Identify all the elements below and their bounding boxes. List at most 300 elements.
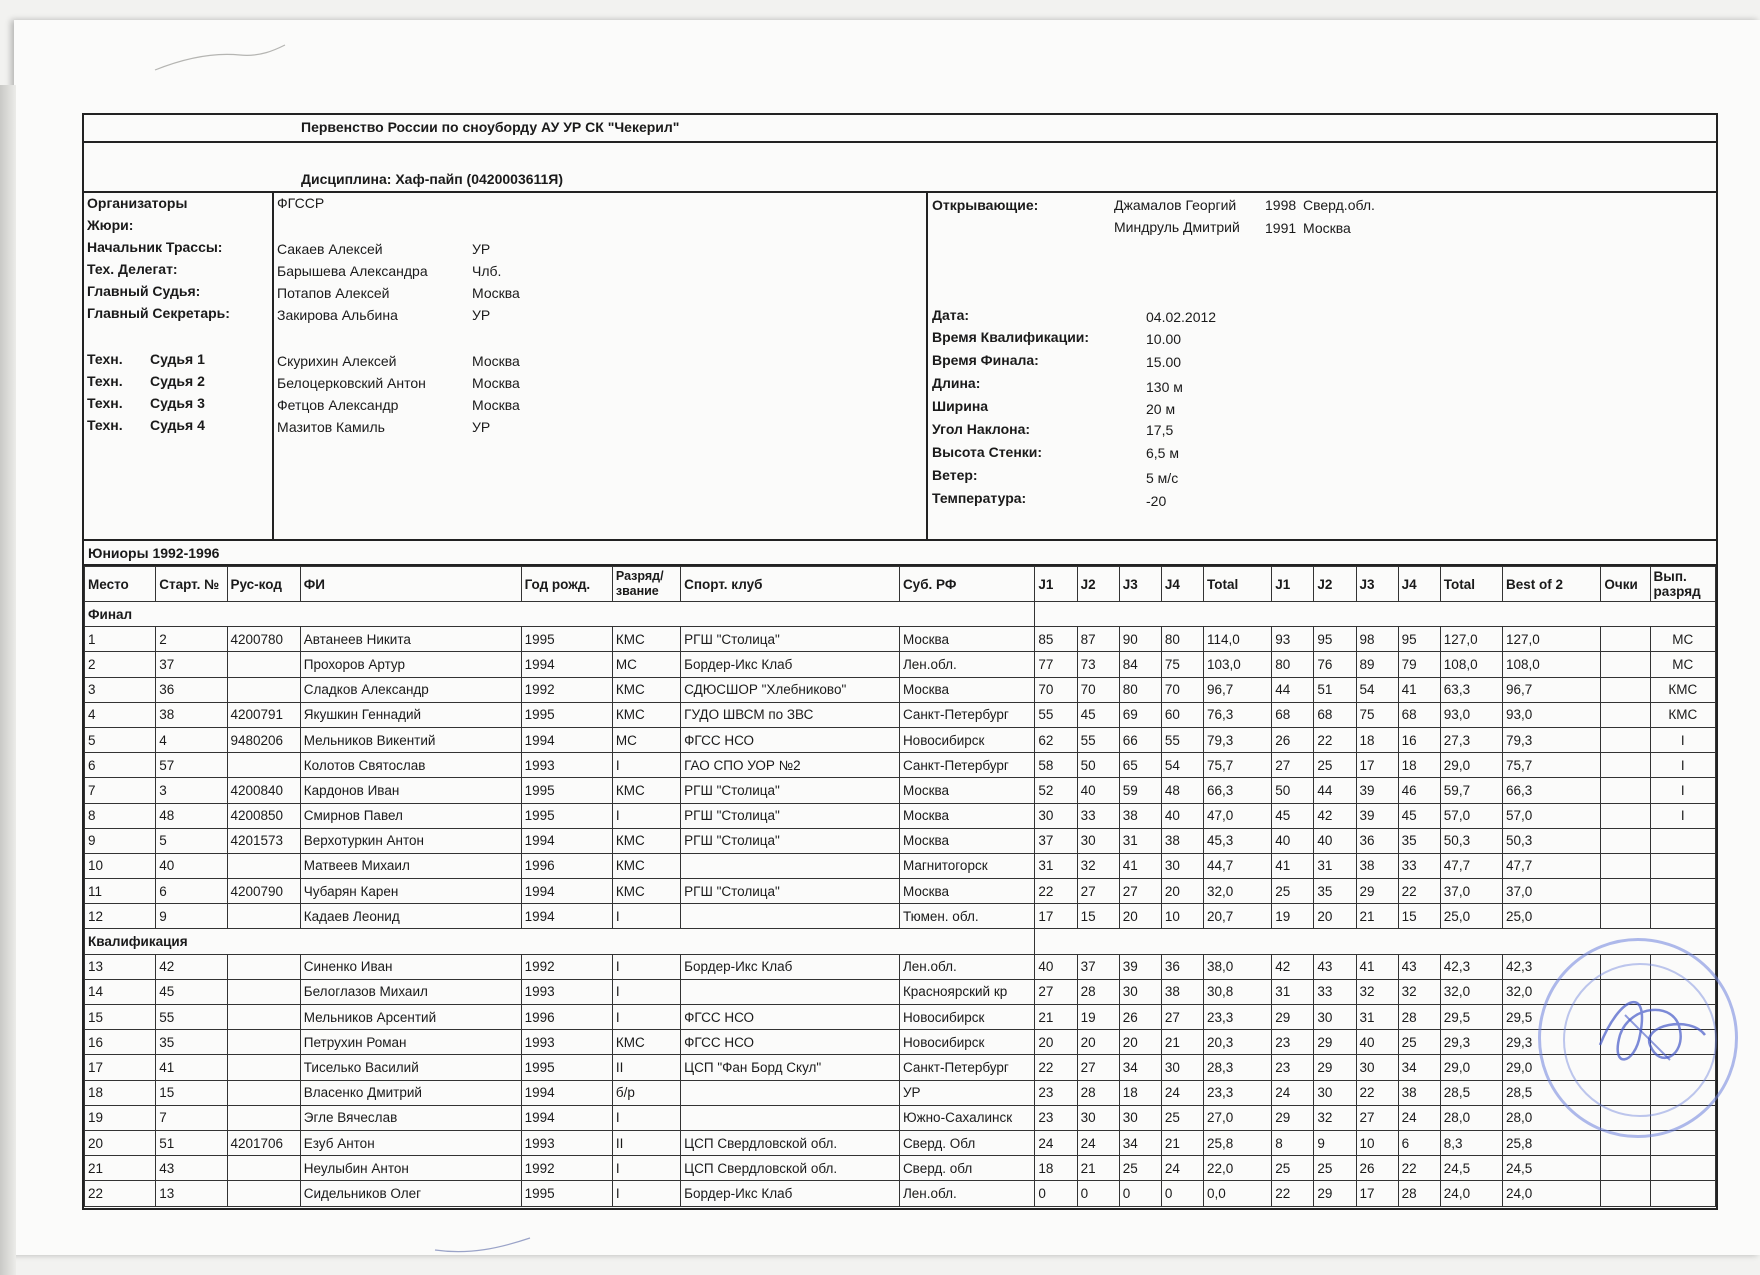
table-cell [1650,828,1715,853]
table-cell: 47,0 [1203,803,1271,828]
table-cell: 59,7 [1440,778,1502,803]
table-row [85,652,1716,677]
condition-label: Дата: [932,307,970,323]
table-cell: 29 [1314,1055,1356,1080]
table-cell: 25,8 [1503,1130,1601,1155]
table-cell: ГУДО ШВСМ по ЗВС [681,702,900,727]
opener-year: 1991 [1265,220,1297,236]
official-role: Организаторы [87,195,188,211]
table-cell: 1993 [521,1030,612,1055]
table-cell: 0 [1077,1181,1119,1206]
table-cell: 1996 [521,853,612,878]
table-cell: I [612,954,680,979]
table-cell: 24 [1077,1130,1119,1155]
table-cell: 70 [1077,677,1119,702]
table-cell [1601,627,1650,652]
table-cell: 1994 [521,879,612,904]
table-cell [681,853,900,878]
table-cell: 1994 [521,1080,612,1105]
table-cell: 41 [156,1055,227,1080]
table-cell: 50,3 [1440,828,1502,853]
table-cell: 41 [1119,853,1161,878]
table-cell: 11 [85,879,156,904]
table-cell [1650,853,1715,878]
table-cell: 28,3 [1203,1055,1271,1080]
official-name: Закирова Альбина [277,307,398,323]
section-title: Финал [85,602,1035,627]
table-cell: Москва [899,879,1034,904]
official-role: Главный Судья: [87,283,201,299]
table-cell: 34 [1119,1055,1161,1080]
table-cell: КМС [612,828,680,853]
table-cell: 23,3 [1203,1080,1271,1105]
table-cell: 30 [1356,1055,1398,1080]
table-cell: 29,5 [1440,1005,1502,1030]
judge-name: Скурихин Алексей [277,353,397,369]
table-cell: 1 [85,627,156,652]
table-cell: I [612,1156,680,1181]
table-cell: 25 [1119,1156,1161,1181]
column-header: Best of 2 [1503,567,1601,602]
column-header: Рус-код [227,567,300,602]
table-cell: 37,0 [1503,879,1601,904]
table-cell: 17 [1035,904,1077,929]
judge-label: Судья 1 [150,351,205,367]
table-cell: 24 [1272,1080,1314,1105]
table-cell: 1995 [521,1181,612,1206]
table-cell [227,1030,300,1055]
table-cell: Мельников Арсентий [300,1005,521,1030]
table-cell: 73 [1077,652,1119,677]
table-cell: 20 [1161,879,1203,904]
table-cell: РГШ "Столица" [681,627,900,652]
table-cell: Белоглазов Михаил [300,979,521,1004]
table-cell [681,1080,900,1105]
table-cell [1601,727,1650,752]
table-cell: 38 [1119,803,1161,828]
column-header: J4 [1398,567,1440,602]
table-cell: 39 [1356,803,1398,828]
table-cell: 32 [1314,1105,1356,1130]
table-cell: 24,0 [1440,1181,1502,1206]
table-cell: 25 [1161,1105,1203,1130]
table-cell: 57 [156,753,227,778]
table-cell: Бордер-Икс Клаб [681,652,900,677]
column-header: Total [1440,567,1502,602]
table-cell: 34 [1398,1055,1440,1080]
table-cell: 33 [1398,853,1440,878]
table-cell: 47,7 [1440,853,1502,878]
official-region: Москва [472,285,520,301]
table-cell: 25,0 [1440,904,1502,929]
table-cell: 20 [1119,904,1161,929]
table-cell: 84 [1119,652,1161,677]
results-body [85,602,1716,1207]
table-row [85,1181,1716,1206]
table-cell: УР [899,1080,1034,1105]
condition-label: Время Квалификации: [932,329,1090,345]
table-cell: 51 [156,1130,227,1155]
title-row [84,115,1716,143]
table-cell: 4201573 [227,828,300,853]
table-cell: 22 [1035,1055,1077,1080]
table-cell: 6 [1398,1130,1440,1155]
table-cell: I [612,904,680,929]
table-cell: 30 [1314,1005,1356,1030]
table-cell: 58 [1035,753,1077,778]
section-title: Квалификация [85,929,1035,954]
table-cell: 18 [85,1080,156,1105]
table-cell: 54 [1356,677,1398,702]
column-header: Очки [1601,567,1650,602]
table-cell: 66,3 [1503,778,1601,803]
age-group-label: Юниоры 1992-1996 [88,545,220,561]
table-cell: I [612,1105,680,1130]
condition-value: 17,5 [1146,422,1174,438]
table-cell [227,1181,300,1206]
table-cell: 7 [85,778,156,803]
condition-label: Длина: [932,375,981,391]
table-cell: 75,7 [1503,753,1601,778]
table-cell: 50 [1077,753,1119,778]
table-cell: 85 [1035,627,1077,652]
table-cell: 57,0 [1503,803,1601,828]
table-row [85,803,1716,828]
table-cell: Якушкин Геннадий [300,702,521,727]
table-cell: Петрухин Роман [300,1030,521,1055]
table-cell: 4 [156,727,227,752]
table-cell: 15 [1077,904,1119,929]
table-cell: ЦСП Свердловской обл. [681,1130,900,1155]
table-cell: 36 [156,677,227,702]
table-cell: 1995 [521,627,612,652]
table-cell: ЦСП "Фан Борд Скул" [681,1055,900,1080]
column-header: Место [85,567,156,602]
table-cell: Санкт-Петербург [899,753,1034,778]
table-cell: 24 [1398,1105,1440,1130]
table-cell: 26 [1119,1005,1161,1030]
table-cell: 28 [1077,979,1119,1004]
column-header: J2 [1314,567,1356,602]
table-cell: 93 [1272,627,1314,652]
table-cell: 8 [1272,1130,1314,1155]
table-cell: 95 [1398,627,1440,652]
table-cell: ЦСП Свердловской обл. [681,1156,900,1181]
table-cell: 2 [85,652,156,677]
table-cell: Кадаев Леонид [300,904,521,929]
judge-prefix: Техн. [87,351,123,367]
table-cell: 23 [1035,1105,1077,1130]
table-cell: 16 [85,1030,156,1055]
table-cell: 38 [156,702,227,727]
table-cell [227,853,300,878]
table-cell: 1994 [521,1105,612,1130]
table-cell: 32 [1077,853,1119,878]
judge-region: Москва [472,353,520,369]
table-cell [1601,778,1650,803]
official-name: Потапов Алексей [277,285,390,301]
table-cell: 32,0 [1503,979,1601,1004]
table-cell: 108,0 [1503,652,1601,677]
table-cell: 31 [1356,1005,1398,1030]
table-cell: 27 [1077,1055,1119,1080]
table-cell: 3 [156,778,227,803]
table-cell [1601,702,1650,727]
table-cell: 55 [1035,702,1077,727]
table-cell: КМС [1650,677,1715,702]
table-cell: 25 [1398,1030,1440,1055]
table-cell: 4 [85,702,156,727]
table-cell: 25 [1272,1156,1314,1181]
page-edge [0,85,16,1275]
table-cell: 30 [1077,1105,1119,1130]
table-cell: 0 [1161,1181,1203,1206]
protocol-document [82,113,1718,1210]
table-cell: 29,3 [1440,1030,1502,1055]
table-row [85,1080,1716,1105]
table-cell: 108,0 [1440,652,1502,677]
table-cell [681,979,900,1004]
table-cell [227,1156,300,1181]
judge-prefix: Техн. [87,395,123,411]
table-cell: 33 [1314,979,1356,1004]
table-cell: Неулыбин Антон [300,1156,521,1181]
table-cell: 32 [1398,979,1440,1004]
table-cell [227,652,300,677]
table-cell: 15 [1398,904,1440,929]
table-cell [1601,828,1650,853]
table-cell: II [612,1130,680,1155]
column-header: Спорт. клуб [681,567,900,602]
table-cell: Москва [899,677,1034,702]
table-cell: 4200791 [227,702,300,727]
table-cell: 63,3 [1440,677,1502,702]
table-cell: 38 [1356,853,1398,878]
column-header: Старт. № [156,567,227,602]
table-cell: 22 [1356,1080,1398,1105]
pen-mark [430,1230,540,1260]
table-cell: Эгле Вячеслав [300,1105,521,1130]
table-row [85,753,1716,778]
table-cell: 76 [1314,652,1356,677]
table-cell [1650,879,1715,904]
official-role: Начальник Трассы: [87,239,223,255]
table-cell: 79,3 [1203,727,1271,752]
condition-value: -20 [1146,493,1167,509]
condition-label: Угол Наклона: [932,421,1031,437]
table-cell: 30 [1035,803,1077,828]
table-cell: 38,0 [1203,954,1271,979]
table-row [85,727,1716,752]
table-cell: 1994 [521,652,612,677]
table-cell: 40 [1035,954,1077,979]
opener-region: Сверд.обл. [1303,197,1375,213]
table-cell: 90 [1119,627,1161,652]
condition-value: 10.00 [1146,331,1182,347]
table-cell: 12 [85,904,156,929]
table-cell [227,1055,300,1080]
column-header: J4 [1161,567,1203,602]
table-cell: 55 [156,1005,227,1030]
table-cell: I [1650,727,1715,752]
column-header: Вып. разряд [1650,567,1715,602]
table-row [85,1156,1716,1181]
table-cell: 5 [156,828,227,853]
table-cell: 15 [85,1005,156,1030]
table-cell: 21 [1077,1156,1119,1181]
table-cell: 114,0 [1203,627,1271,652]
table-cell: 25,0 [1503,904,1601,929]
table-cell: Тюмен. обл. [899,904,1034,929]
table-cell: 37,0 [1440,879,1502,904]
table-cell: 10 [1356,1130,1398,1155]
judge-label: Судья 2 [150,373,205,389]
judge-label: Судья 3 [150,395,205,411]
table-cell: 48 [1161,778,1203,803]
table-cell: 18 [1119,1080,1161,1105]
table-cell: 25,8 [1203,1130,1271,1155]
table-cell: 68 [1398,702,1440,727]
table-cell: 43 [1314,954,1356,979]
opener-year: 1998 [1265,197,1297,213]
table-cell: 29 [1272,1105,1314,1130]
table-cell: Новосибирск [899,1005,1034,1030]
column-header: J3 [1356,567,1398,602]
table-cell: 1993 [521,1130,612,1155]
table-cell: 93,0 [1440,702,1502,727]
table-cell [227,753,300,778]
table-row [85,1005,1716,1030]
table-cell: 24,5 [1503,1156,1601,1181]
table-cell [681,904,900,929]
table-cell: 29,0 [1440,753,1502,778]
table-cell: КМС [612,778,680,803]
table-cell [1601,1156,1650,1181]
table-cell: 22 [1272,1181,1314,1206]
table-cell: 28,5 [1440,1080,1502,1105]
table-cell: 89 [1356,652,1398,677]
table-cell: 16 [1398,727,1440,752]
table-cell: 20 [1077,1030,1119,1055]
table-cell: 33 [1077,803,1119,828]
pencil-mark [150,40,290,80]
table-cell: 76,3 [1203,702,1271,727]
table-cell: 38 [1161,979,1203,1004]
table-cell: I [1650,778,1715,803]
table-cell: 21 [1161,1030,1203,1055]
judge-prefix: Техн. [87,373,123,389]
table-cell: 62 [1035,727,1077,752]
table-cell: 1992 [521,1156,612,1181]
event-title: Первенство России по сноуборду АУ УР СК "Чекерил" [301,119,680,135]
table-cell: 1994 [521,904,612,929]
column-header: J1 [1272,567,1314,602]
table-cell: Новосибирск [899,1030,1034,1055]
table-cell: 1995 [521,778,612,803]
table-cell [1650,1156,1715,1181]
official-name: Сакаев Алексей [277,241,383,257]
table-cell: I [612,979,680,1004]
table-cell [1601,904,1650,929]
table-cell: I [1650,803,1715,828]
table-cell: Тиселько Василий [300,1055,521,1080]
divider [272,193,274,539]
table-cell: Лен.обл. [899,1181,1034,1206]
table-cell: 30 [1161,1055,1203,1080]
table-cell: 44,7 [1203,853,1271,878]
table-cell: 3 [85,677,156,702]
table-cell: 30 [1314,1080,1356,1105]
table-cell: 1994 [521,828,612,853]
table-cell: РГШ "Столица" [681,803,900,828]
table-cell: 21 [1161,1130,1203,1155]
age-group-row [84,541,1716,566]
table-cell: КМС [612,879,680,904]
table-cell: Лен.обл. [899,652,1034,677]
table-cell: 22 [1314,727,1356,752]
table-cell: 22,0 [1203,1156,1271,1181]
table-cell: 29,0 [1503,1055,1601,1080]
table-cell: 77 [1035,652,1077,677]
table-cell: КМС [612,702,680,727]
table-cell: Мельников Викентий [300,727,521,752]
table-cell: 24 [1035,1130,1077,1155]
table-cell: 25 [1314,1156,1356,1181]
official-region: УР [472,307,491,323]
table-cell: 98 [1356,627,1398,652]
table-cell: 32 [1356,979,1398,1004]
table-cell: Новосибирск [899,727,1034,752]
table-cell: 20 [1035,1030,1077,1055]
table-cell: 66 [1119,727,1161,752]
condition-value: 6,5 м [1146,445,1179,461]
table-cell: 127,0 [1440,627,1502,652]
table-row [85,1105,1716,1130]
table-cell: 20 [1314,904,1356,929]
table-cell: 40 [156,853,227,878]
table-cell: 43 [1398,954,1440,979]
table-cell: 22 [1035,879,1077,904]
official-name: Барышева Александра [277,263,428,279]
table-cell: 42 [1314,803,1356,828]
table-cell: СДЮСШОР "Хлебниково" [681,677,900,702]
judge-region: Москва [472,375,520,391]
table-cell: Москва [899,803,1034,828]
table-cell: 10 [1161,904,1203,929]
table-cell: КМС [612,1030,680,1055]
table-cell: 27 [1119,879,1161,904]
table-cell: 20 [85,1130,156,1155]
table-cell: 29 [1314,1030,1356,1055]
table-cell: Колотов Святослав [300,753,521,778]
table-cell: 38 [1161,828,1203,853]
table-cell: Кардонов Иван [300,778,521,803]
table-cell: 1992 [521,954,612,979]
table-row [85,954,1716,979]
table-cell: ГАО СПО УОР №2 [681,753,900,778]
table-cell: 28,0 [1503,1105,1601,1130]
table-cell: 26 [1272,727,1314,752]
table-cell: 6 [85,753,156,778]
table-cell: II [612,1055,680,1080]
table-cell: 80 [1119,677,1161,702]
table-cell: 47,7 [1503,853,1601,878]
condition-label: Ширина [932,398,989,414]
table-cell: ФГСС НСО [681,727,900,752]
openers-label: Открывающие: [932,197,1039,213]
table-cell: 32,0 [1203,879,1271,904]
table-cell: 0,0 [1203,1181,1271,1206]
